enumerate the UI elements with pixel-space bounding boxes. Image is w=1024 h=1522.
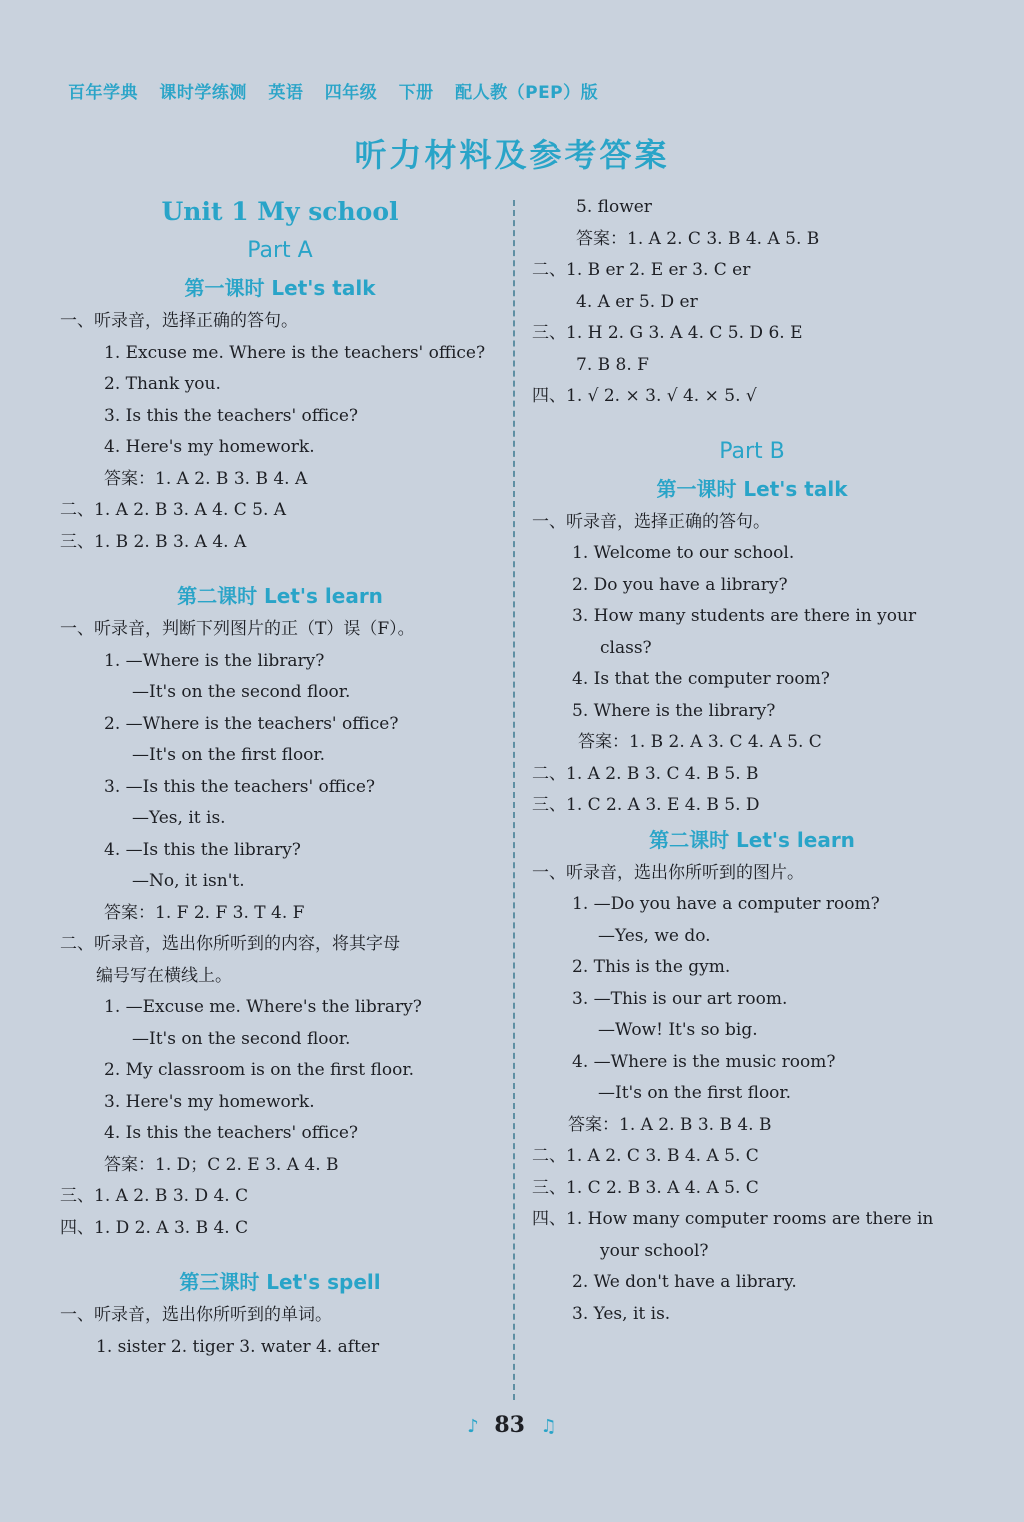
spacer	[532, 413, 972, 433]
text-line: 2. This is the gym.	[572, 957, 731, 977]
text-line: 一、听录音，选出你所听到的单词。	[60, 1305, 332, 1325]
text-line: 3. —Is this the teachers' office?	[104, 776, 375, 797]
text-line: 2. Thank you.	[104, 374, 221, 394]
text-line: 3. Here's my homework.	[104, 1091, 315, 1112]
text-line: 二、1. B er 2. E er 3. C er	[532, 260, 751, 280]
lesson-heading: 第二课时 Let's learn	[649, 827, 855, 852]
text-line: 二、1. A 2. B 3. C 4. B 5. B	[532, 763, 759, 784]
left-column	[60, 192, 500, 1363]
text-line: 二、听录音，选出你所听到的内容，将其字母	[60, 934, 400, 954]
text-line: —Yes, we do.	[598, 925, 711, 946]
text-line: 四、1. √ 2. × 3. √ 4. × 5. √	[532, 386, 757, 406]
part-heading: Part B	[719, 438, 785, 464]
text-line: 答案：1. F 2. F 3. T 4. F	[104, 902, 305, 923]
text-line: 三、1. B 2. B 3. A 4. A	[60, 531, 247, 552]
text-line: 三、1. H 2. G 3. A 4. C 5. D 6. E	[532, 323, 803, 343]
header-item: 课时学练测	[159, 83, 247, 103]
text-line: 1. —Excuse me. Where's the library?	[104, 997, 422, 1017]
spacer	[60, 558, 500, 578]
text-line: 4. —Where is the music room?	[572, 1051, 836, 1072]
text-line: 一、听录音，判断下列图片的正（T）误（F）。	[60, 619, 415, 639]
text-line: —It's on the second floor.	[132, 682, 351, 702]
text-line: 3. Yes, it is.	[572, 1303, 671, 1324]
text-line: 三、1. C 2. B 3. A 4. A 5. C	[532, 1177, 759, 1198]
text-line: 一、听录音，选择正确的答句。	[532, 511, 770, 532]
text-line: 4. —Is this the library?	[104, 839, 301, 860]
text-line: 答案：1. A 2. C 3. B 4. A 5. B	[576, 228, 820, 249]
text-line: 2. Do you have a library?	[572, 574, 788, 595]
spacer	[60, 1244, 500, 1264]
text-line: —It's on the first floor.	[132, 745, 326, 765]
right-column	[532, 192, 972, 1330]
text-line: 4. Is that the computer room?	[572, 669, 830, 689]
lesson-heading: 第三课时 Let's spell	[179, 1270, 381, 1294]
music-note-icon: ♪	[467, 1416, 479, 1437]
text-line: 7. B 8. F	[576, 354, 649, 375]
text-line: —It's on the first floor.	[598, 1083, 792, 1103]
text-line: 一、听录音，选择正确的答句。	[60, 311, 298, 331]
text-line: 二、1. A 2. C 3. B 4. A 5. C	[532, 1146, 759, 1166]
text-line: 三、1. A 2. B 3. D 4. C	[60, 1186, 249, 1206]
header-item: 配人教（PEP）版	[455, 83, 599, 103]
text-line: 二、1. A 2. B 3. A 4. C 5. A	[60, 500, 287, 520]
text-line: 1. sister 2. tiger 3. water 4. after	[96, 1336, 380, 1357]
text-line: class?	[600, 637, 652, 658]
text-line: 答案：1. A 2. B 3. B 4. A	[104, 468, 308, 489]
header-item: 英语	[268, 83, 304, 103]
book-header	[68, 78, 613, 103]
header-item: 四年级	[324, 83, 378, 103]
text-line: 1. Excuse me. Where is the teachers' office?	[104, 342, 486, 363]
text-line: 4. Is this the teachers' office?	[104, 1123, 358, 1143]
lesson-heading: 第一课时 Let's talk	[656, 476, 848, 501]
text-line: 答案：1. D；C 2. E 3. A 4. B	[104, 1154, 339, 1175]
text-line: 1. —Where is the library?	[104, 650, 325, 671]
text-line: 编号写在横线上。	[96, 965, 232, 986]
text-line: 5. Where is the library?	[572, 700, 776, 721]
text-line: —Yes, it is.	[132, 808, 226, 828]
text-line: —No, it isn't.	[132, 871, 245, 891]
text-line: 答案：1. A 2. B 3. B 4. B	[568, 1114, 772, 1135]
text-line: 三、1. C 2. A 3. E 4. B 5. D	[532, 795, 760, 815]
page-number: 83	[494, 1412, 525, 1438]
lesson-heading: 第一课时 Let's talk	[184, 276, 376, 300]
text-line: 2. —Where is the teachers' office?	[104, 713, 399, 734]
text-line: 答案：1. B 2. A 3. C 4. A 5. C	[578, 732, 822, 752]
text-line: your school?	[600, 1240, 709, 1261]
text-line: 2. My classroom is on the first floor.	[104, 1060, 414, 1080]
text-line: 3. Is this the teachers' office?	[104, 405, 358, 426]
page-title: 听力材料及参考答案	[354, 136, 670, 174]
text-line: 4. Here's my homework.	[104, 437, 315, 457]
page-footer	[0, 1412, 1024, 1438]
text-line: —It's on the second floor.	[132, 1028, 351, 1049]
music-note-icon: ♫	[540, 1416, 557, 1437]
text-line: 5. flower	[576, 197, 652, 217]
text-line: 2. We don't have a library.	[572, 1272, 797, 1292]
text-line: 3. —This is our art room.	[572, 988, 788, 1009]
text-line: 一、听录音，选出你所听到的图片。	[532, 862, 804, 883]
text-line: 1. —Do you have a computer room?	[572, 894, 880, 914]
part-heading: Part A	[247, 238, 313, 263]
text-line: 4. A er 5. D er	[576, 291, 698, 312]
text-line: —Wow! It's so big.	[598, 1020, 758, 1040]
text-line: 四、1. How many computer rooms are there in	[532, 1209, 934, 1229]
text-line: 四、1. D 2. A 3. B 4. C	[60, 1217, 249, 1238]
unit-heading: Unit 1 My school	[161, 197, 399, 226]
header-item: 下册	[398, 83, 434, 103]
lesson-heading: 第二课时 Let's learn	[177, 584, 383, 608]
text-line: 1. Welcome to our school.	[572, 543, 795, 563]
column-divider	[513, 200, 515, 1400]
text-line: 3. How many students are there in your	[572, 606, 917, 626]
header-item: 百年学典	[68, 83, 138, 103]
